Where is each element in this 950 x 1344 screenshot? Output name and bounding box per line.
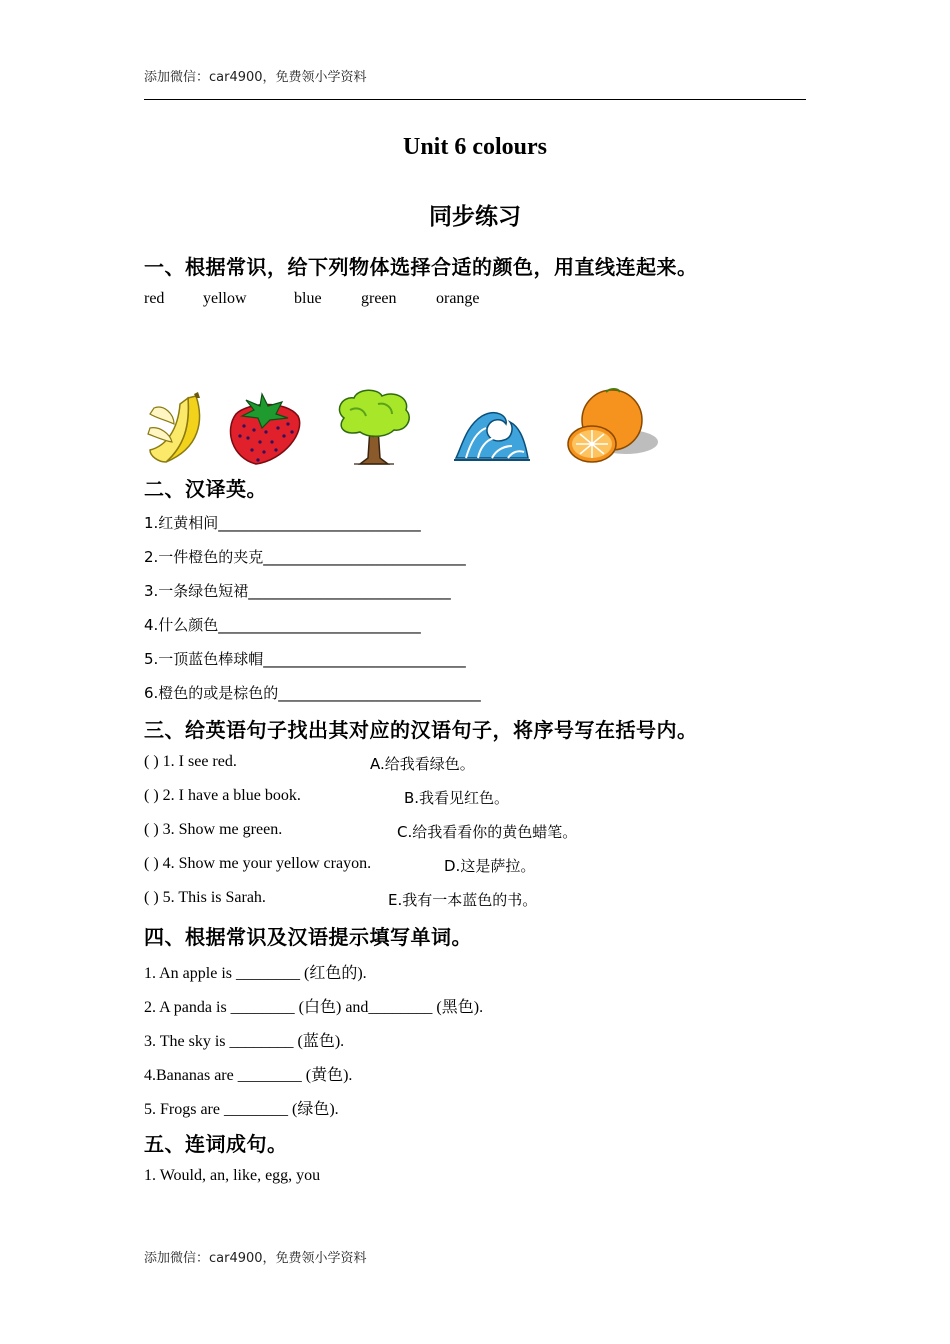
match-item-b-cn: B.我看见红色。 [404,789,510,807]
section-4-heading: 四、根据常识及汉语提示填写单词。 [144,925,472,949]
color-word-blue: blue [294,290,322,307]
fill-item-2: 2. A panda is ________ (白色) and________ (黑色). [144,999,484,1016]
match-item-e-cn: E.我有一本蓝色的书。 [388,891,538,909]
match-item-1-en: ( ) 1. I see red. [144,753,237,770]
match-item-a-cn: A.给我看绿色。 [370,755,475,773]
orange-fruit-icon [566,386,662,466]
match-item-c-cn: C.给我看看你的黄色蜡笔。 [397,823,578,841]
tree-icon [334,388,414,466]
header-divider [144,99,806,100]
banana-icon [144,390,208,466]
color-word-yellow: yellow [203,290,247,307]
header-note: 添加微信：car4900，免费领小学资料 [144,70,367,85]
match-item-5-en: ( ) 5. This is Sarah. [144,889,266,906]
match-item-2-en: ( ) 2. I have a blue book. [144,787,301,804]
strawberry-icon [226,392,304,466]
sentence-item-1: 1. Would, an, like, egg, you [144,1167,321,1184]
translation-item-3: 3.一条绿色短裙___________________________ [144,582,451,600]
match-item-3-en: ( ) 3. Show me green. [144,821,283,838]
match-item-4-en: ( ) 4. Show me your yellow crayon. [144,855,372,872]
footer-note: 添加微信：car4900，免费领小学资料 [144,1251,367,1266]
fill-item-1: 1. An apple is ________ (红色的). [144,965,367,982]
match-item-d-cn: D.这是萨拉。 [444,857,536,875]
section-1-heading: 一、根据常识，给下列物体选择合适的颜色，用直线连起来。 [144,255,698,279]
translation-item-4: 4.什么颜色___________________________ [144,616,421,634]
translation-item-6: 6.橙色的或是棕色的___________________________ [144,684,481,702]
section-5-heading: 五、连词成句。 [144,1132,288,1156]
translation-item-5: 5.一顶蓝色棒球帽___________________________ [144,650,466,668]
color-word-green: green [361,290,397,307]
fill-item-3: 3. The sky is ________ (蓝色). [144,1033,345,1050]
wave-icon [452,402,532,462]
section-2-heading: 二、汉译英。 [144,477,267,501]
translation-item-1: 1.红黄相间___________________________ [144,514,421,532]
fill-item-4: 4.Bananas are ________ (黄色). [144,1067,353,1084]
translation-item-2: 2.一件橙色的夹克___________________________ [144,548,466,566]
color-word-red: red [144,290,165,307]
section-3-heading: 三、给英语句子找出其对应的汉语句子，将序号写在括号内。 [144,718,698,742]
fill-item-5: 5. Frogs are ________ (绿色). [144,1101,339,1118]
color-word-orange: orange [436,290,480,307]
page-title: Unit 6 colours [403,134,547,160]
page-subtitle: 同步练习 [429,204,521,230]
